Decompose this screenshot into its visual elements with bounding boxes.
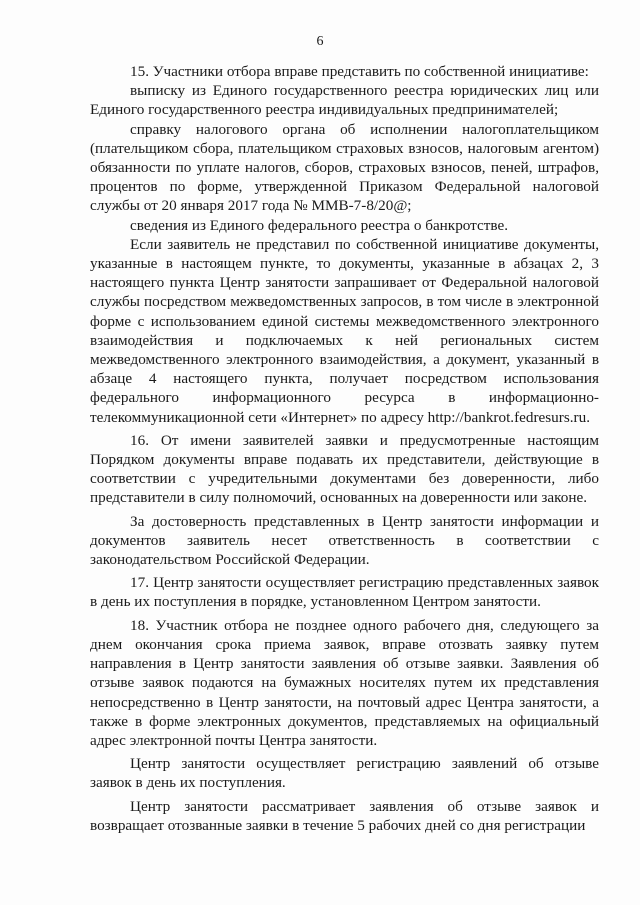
paragraph-16: 16. От имени заявителей заявки и предусмотренные настоящим Порядком документы вправе подавать их представители, действующие в соответствии с учредительными документами без доверенности, либо представители в силу полномочий, основанных на доверенности или законе. (90, 431, 599, 507)
page-number: 6 (316, 34, 324, 49)
paragraph-15: 15. Участники отбора вправе представить по собственной инициативе: (130, 63, 589, 80)
paragraph-withdrawal-review: Центр занятости рассматривает заявления об отзыве заявок и возвращает отозванные заявки в течение 5 рабочих дней со дня регистрации (90, 797, 599, 834)
paragraph-bankruptcy-register: сведения из Единого федерального реестра о банкротстве. (130, 216, 508, 234)
paragraph-reliability: За достоверность представленных в Центр занятости информации и документов заявитель несет ответственность в соответствии с законодательством Российской Федерации. (90, 512, 599, 569)
paragraph-interagency-requests: Если заявитель не представил по собственной инициативе документы, указанные в настоящем пункте, то документы, указанные в абзацах 2, 3 настоящего пункта Центр занятости запрашивает от Федеральной налоговой службы посредством межведомственных запросов, в том числе в электронной форме с использованием единой системы межведомственного электронного взаимодействия и подключаемых к ней региональных систем межведомственного электронного взаимодействия, а документ, указанный в абзаце 4 настоящего пункта, получает посредством использования федерального информационного ресурса в информационно-телекоммуникационной сети «Интернет» по адресу http://bankrot.fedresurs.ru. (90, 235, 599, 426)
document-body (90, 62, 599, 835)
paragraph-withdrawal-registration: Центр занятости осуществляет регистрацию заявлений об отзыве заявок в день их поступления. (90, 755, 599, 792)
paragraph-tax-certificate: справку налогового органа об исполнении налогоплательщиком (плательщиком сбора, плательщиком страховых взносов, налоговым агентом) обязанности по уплате налогов, сборов, страховых взносов, пеней, штрафов, процентов по форме, утвержденной Приказом Федеральной налоговой службы от 20 января 2017 года № ММВ-7-8/20@; (90, 120, 599, 215)
paragraph-18: 18. Участник отбора не позднее одного рабочего дня, следующего за днем окончания срока приема заявок, вправе отозвать заявку путем направления в Центр занятости заявления об отзыве заявки. Заявления об отзыве заявок подаются на бумажных носителях путем их представления непосредственно в Центр занятости, на почтовый адрес Центра занятости, а также в форме электронных документов, представляемых на официальный адрес электронной почты Центра занятости. (90, 616, 599, 749)
paragraph-egrul-extract: выписку из Единого государственного реестра юридических лиц или Единого государственного реестра индивидуальных предпринимателей; (90, 82, 599, 119)
paragraph-17: 17. Центр занятости осуществляет регистрацию представленных заявок в день их поступления в порядке, установленном Центром занятости. (90, 574, 599, 611)
